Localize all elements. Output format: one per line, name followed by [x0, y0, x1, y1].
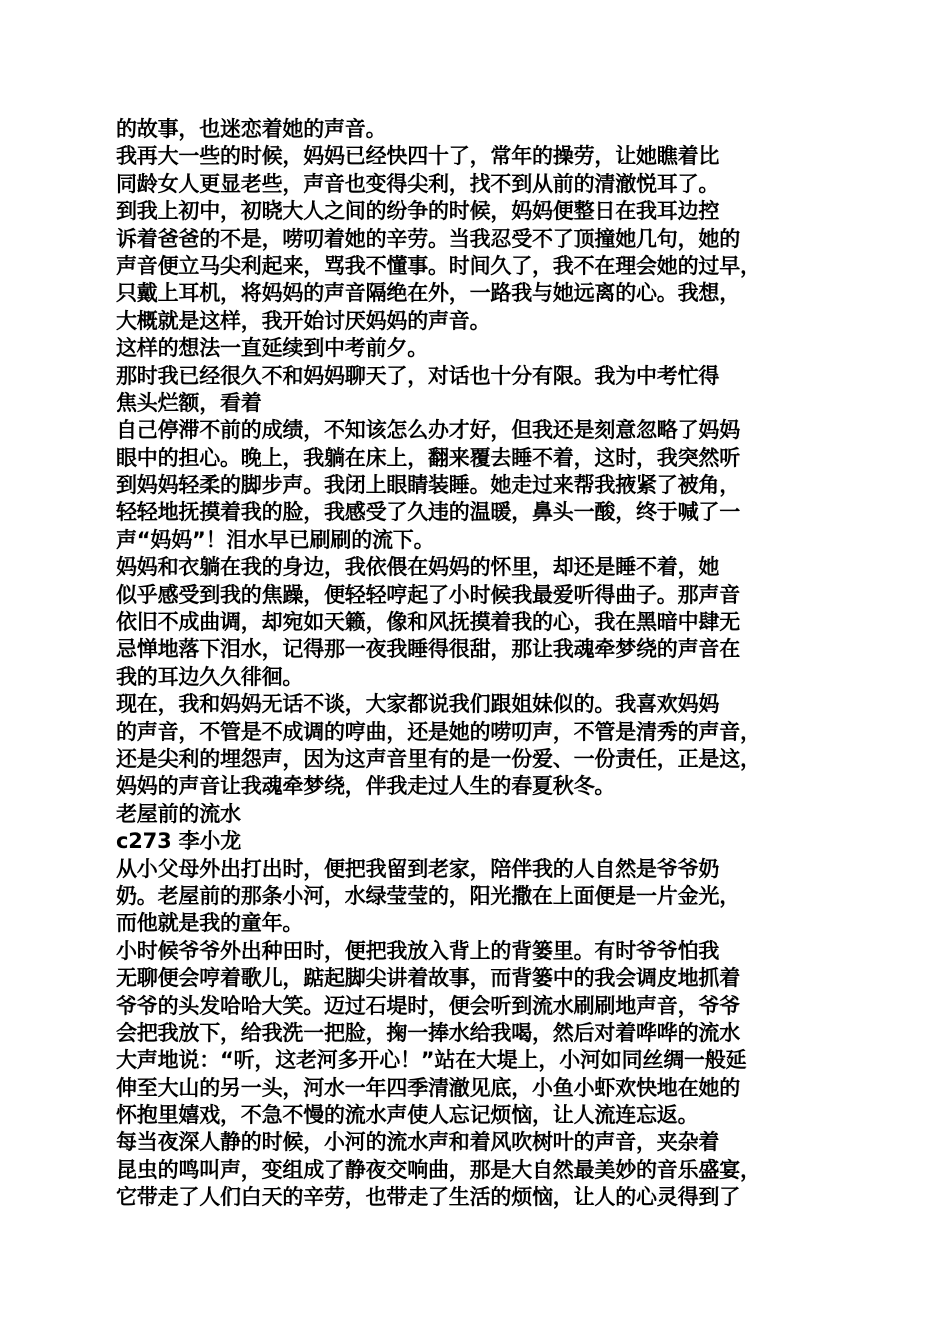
text-line: 声音便立马尖利起来，骂我不懂事。时间久了，我不在理会她的过早，	[116, 253, 761, 278]
text-line: 大概就是这样，我开始讨厌妈妈的声音。	[116, 308, 491, 333]
text-line: 眼中的担心。晚上，我躺在床上，翻来覆去睡不着，这时，我突然听	[116, 445, 740, 470]
text-line: 那时我已经很久不和妈妈聊天了，对话也十分有限。我为中考忙得	[116, 363, 720, 388]
text-line: 每当夜深人静的时候，小河的流水声和着风吹树叶的声音，夹杂着	[116, 1130, 720, 1155]
text-line: 它带走了人们白天的辛劳，也带走了生活的烦恼，让人的心灵得到了	[116, 1185, 740, 1210]
text-line: 声“妈妈”！泪水早已刷刷的流下。	[116, 527, 435, 552]
text-line: 怀抱里嬉戏，不急不慢的流水声使人忘记烦恼，让人流连忘返。	[116, 1103, 699, 1128]
text-line: 而他就是我的童年。	[116, 911, 304, 936]
text-line: 的声音，不管是不成调的哼曲，还是她的唠叨声，不管是清秀的声音，	[116, 719, 761, 744]
text-line: 的故事，也迷恋着她的声音。	[116, 117, 387, 141]
text-line: 轻轻地抚摸着我的脸，我感受了久违的温暖，鼻头一酸，终于喊了一	[116, 500, 740, 525]
text-line: 爷爷的头发哈哈大笑。迈过石堤时，便会听到流水刷刷地声音，爷爷	[116, 993, 740, 1018]
text-line: 诉着爸爸的不是，唠叨着她的辛劳。当我忍受不了顶撞她几句，她的	[116, 226, 740, 251]
text-line: 这样的想法一直延续到中考前夕。	[116, 336, 428, 361]
text-line: 从小父母外出打出时，便把我留到老家，陪伴我的人自然是爷爷奶	[116, 856, 720, 881]
text-line: 还是尖利的埋怨声，因为这声音里有的是一份爱、一份责任，正是这，	[116, 746, 761, 771]
text-line: 焦头烂额，看着	[116, 390, 262, 415]
text-line: 奶。老屋前的那条小河，水绿莹莹的，阳光撒在上面便是一片金光，	[116, 883, 740, 908]
text-line: 老屋前的流水	[116, 801, 241, 826]
text-line: 妈妈的声音让我魂牵梦绕，伴我走过人生的春夏秋冬。	[116, 774, 616, 799]
text-line: 现在，我和妈妈无话不谈，大家都说我们跟姐妹似的。我喜欢妈妈	[116, 692, 720, 717]
text-line: 我再大一些的时候，妈妈已经快四十了，常年的操劳，让她瞧着比	[116, 144, 720, 169]
text-line: 到妈妈轻柔的脚步声。我闭上眼睛装睡。她走过来帮我掖紧了被角，	[116, 473, 740, 498]
text-line: 会把我放下，给我洗一把脸，掬一捧水给我喝，然后对着哗哗的流水	[116, 1020, 740, 1045]
text-line: 只戴上耳机，将妈妈的声音隔绝在外，一路我与她远离的心。我想，	[116, 281, 740, 306]
text-line: 忌惮地落下泪水，记得那一夜我睡得很甜，那让我魂牵梦绕的声音在	[116, 637, 740, 662]
text-line: 大声地说：“听，这老河多开心！”站在大堤上，小河如同丝绸一般延	[116, 1048, 747, 1073]
text-line: 妈妈和衣躺在我的身边，我依偎在妈妈的怀里，却还是睡不着，她	[116, 555, 720, 580]
document-body	[116, 116, 846, 1212]
text-line: 昆虫的鸣叫声，变组成了静夜交响曲，那是大自然最美妙的音乐盛宴，	[116, 1157, 761, 1182]
text-line: 无聊便会哼着歌儿，踮起脚尖讲着故事，而背篓中的我会调皮地抓着	[116, 966, 740, 991]
text-line: 同龄女人更显老些，声音也变得尖利，找不到从前的清澈悦耳了。	[116, 171, 720, 196]
text-line: 似乎感受到我的焦躁，便轻轻哼起了小时候我最爱听得曲子。那声音	[116, 582, 740, 607]
text-line: 我的耳边久久徘徊。	[116, 664, 304, 689]
text-line: 小时候爷爷外出种田时，便把我放入背上的背篓里。有时爷爷怕我	[116, 938, 720, 963]
text-line: 自己停滞不前的成绩，不知该怎么办才好，但我还是刻意忽略了妈妈	[116, 418, 740, 443]
text-line: 伸至大山的另一头，河水一年四季清澈见底，小鱼小虾欢快地在她的	[116, 1075, 740, 1100]
text-line: c273 李小龙	[116, 829, 241, 854]
text-line: 依旧不成曲调，却宛如天籁，像和风抚摸着我的心，我在黑暗中肆无	[116, 610, 740, 635]
text-line: 到我上初中，初晓大人之间的纷争的时候，妈妈便整日在我耳边控	[116, 199, 720, 224]
